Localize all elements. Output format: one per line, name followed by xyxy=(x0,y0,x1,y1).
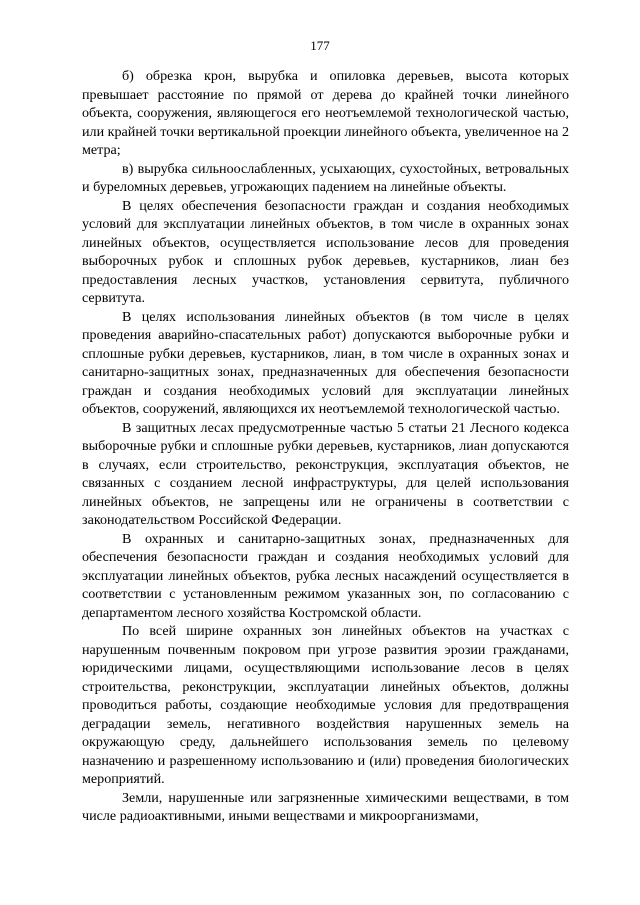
paragraph-linear-objects-use: В целях использования линейных объектов (в том числе в целях проведения аварийно-спасательных работ) допускаются выборочные рубки и сплошные рубки деревьев, кустарников, лиан, в том числе в охранных зонах и санитарно-защитных зонах, предназначенных для обеспечения безопасности граждан и создания необходимых условий для эксплуатации линейных объектов, сооружений, являющихся их неотъемлемой технологической частью. xyxy=(82,308,569,417)
page-number: 177 xyxy=(310,38,330,53)
document-body xyxy=(82,67,569,826)
paragraph-b: б) обрезка крон, вырубка и опиловка деревьев, высота которых превышает расстояние по прямой от дерева до крайней точки линейного объекта, сооружения, являющегося его неотъемлемой технологической частью, или крайней точки вертикальной проекции линейного объекта, увеличенное на 2 метра; xyxy=(82,68,569,158)
paragraph-safety-purposes: В целях обеспечения безопасности граждан и создания необходимых условий для эксплуатации линейных объектов, в том числе в охранных зонах линейных объектов, осуществляется использование лесов для проведения выборочных рубок и сплошных рубок деревьев, кустарников, лиан без предоставления лесных участков, установления сервитута, публичного сервитута. xyxy=(82,197,569,306)
paragraph-protected-zones: В охранных и санитарно-защитных зонах, предназначенных для обеспечения безопасности граждан и создания необходимых условий для эксплуатации линейных объектов, рубка лесных насаждений осуществляется в соответствии с установленным режимом указанных зон, по согласованию с департаментом лесного хозяйства Костромской области. xyxy=(82,530,569,621)
paragraph-protective-forests: В защитных лесах предусмотренные частью 5 статьи 21 Лесного кодекса выборочные рубки и сплошные рубки деревьев, кустарников, лиан допускаются в случаях, если строительство, реконструкция, эксплуатация объектов, не связанных с созданием лесной инфраструктуры, для целей использования линейных объектов, не запрещены или не ограничены в соответствии с законодательством Российской Федерации. xyxy=(82,419,569,528)
paragraph-v: в) вырубка сильноослабленных, усыхающих, сухостойных, ветровальных и буреломных деревьев, угрожающих падением на линейные объекты. xyxy=(82,160,569,195)
paragraph-contaminated-lands: Земли, нарушенные или загрязненные химическими веществами, в том числе радиоактивными, иными веществами и микроорганизмами, xyxy=(82,789,569,824)
paragraph-erosion-works: По всей ширине охранных зон линейных объектов на участках с нарушенным почвенным покровом при угрозе развития эрозии гражданами, юридическими лицами, осуществляющими использование лесов в целях строительства, реконструкции, эксплуатации линейных объектов, должны проводиться работы, создающие необходимые условия для предотвращения деградации земель, негативного воздействия нарушенных земель на окружающую среду, дальнейшего использования земель по целевому назначению и разрешенному использованию и (или) проведения биологических мероприятий. xyxy=(82,623,569,787)
